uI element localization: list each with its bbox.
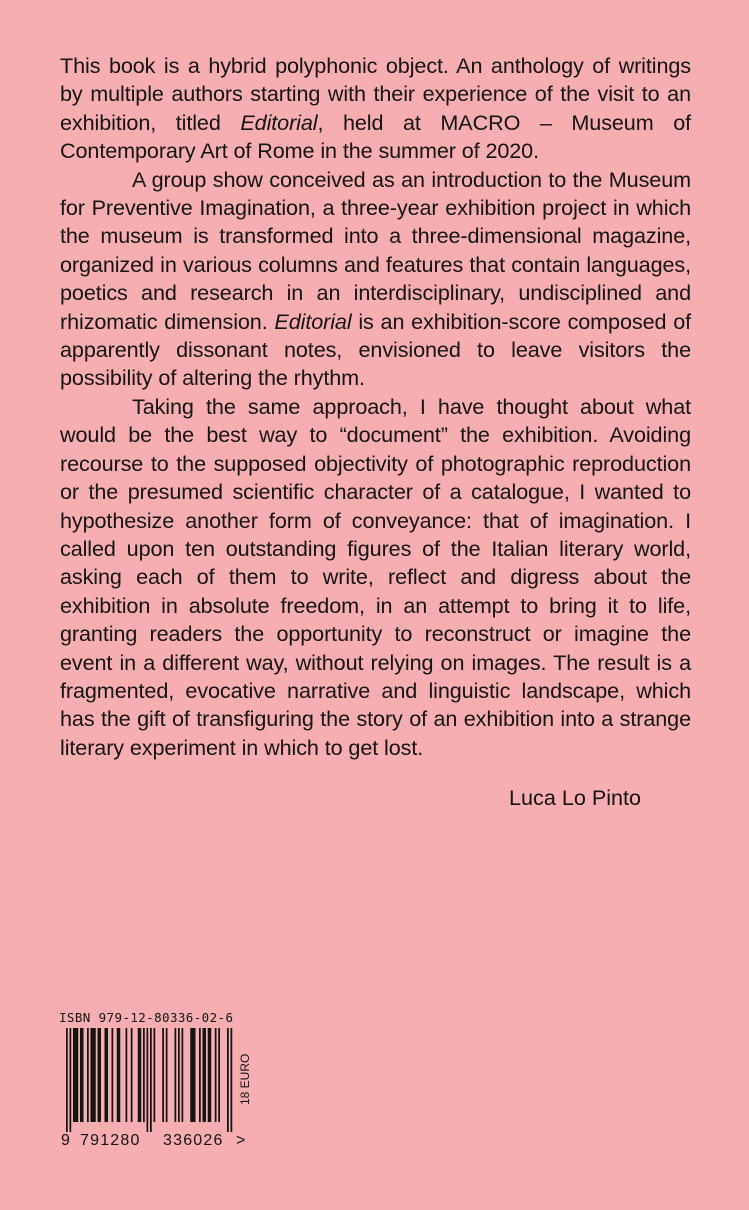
barcode-bar xyxy=(66,1028,68,1132)
exhibition-title: Editorial xyxy=(274,308,352,334)
barcode-bar xyxy=(87,1028,89,1122)
barcode-bar xyxy=(98,1028,102,1122)
barcode-bar xyxy=(131,1028,133,1122)
barcode-bar xyxy=(182,1028,184,1122)
barcode xyxy=(56,1028,234,1132)
paragraph-1 xyxy=(60,52,691,166)
barcode-bar xyxy=(203,1028,207,1122)
paragraph-2 xyxy=(60,166,691,393)
barcode-bar xyxy=(143,1028,145,1122)
barcode-bar xyxy=(73,1028,78,1122)
barcode-bar xyxy=(208,1028,212,1122)
barcode-bar xyxy=(166,1028,168,1122)
barcode-bar xyxy=(70,1028,72,1132)
author-signature: Luca Lo Pinto xyxy=(509,785,642,810)
price-label: 18 EURO xyxy=(238,1053,252,1105)
barcode-arrow: > xyxy=(236,1132,246,1149)
barcode-bar xyxy=(190,1028,195,1122)
barcode-bar xyxy=(178,1028,180,1122)
barcode-bar xyxy=(218,1028,220,1122)
barcode-bar xyxy=(138,1028,142,1122)
paragraph-1-part-1: This book is a hybrid polyphonic object. An anthology of writings by multiple authors starting with their experience of the visit to an exhibition, titled xyxy=(60,53,691,135)
barcode-bar xyxy=(227,1028,229,1132)
barcode-digit-first: 9 xyxy=(61,1132,70,1149)
barcode-bar xyxy=(162,1028,164,1122)
body-text xyxy=(60,52,691,762)
barcode-bar xyxy=(175,1028,177,1122)
barcode-bar xyxy=(231,1028,233,1132)
barcode-bar xyxy=(150,1028,152,1132)
barcode-bar xyxy=(126,1028,128,1122)
exhibition-title: Editorial xyxy=(240,109,318,135)
paragraph-1-part-2: , held at MACRO – Museum of Contemporary Art of Rome in the summer of 2020. xyxy=(60,109,692,164)
barcode-bar xyxy=(112,1028,114,1122)
paragraph-3: Taking the same approach, I have thought about what would be the best way to “document” the exhibition. Avoiding recourse to the supposed objectivity of photographic reproduction or the presumed scientific character of a catalogue, I wanted to hypothesize another form of conveyance: that of imagination. I called upon ten outstanding figures of the Italian literary world, asking each of them to write, reflect and digress about the exhibition in absolute freedom, in an attempt to bring it to life, granting readers the opportunity to reconstruct or imagine the event in a different way, without relying on images. The result is a fragmented, evocative narrative and linguistic landscape, which has the gift of transfiguring the story of an exhibition into a strange literary experiment in which to get lost. xyxy=(60,393,691,760)
barcode-bar xyxy=(199,1028,201,1122)
barcode-bar xyxy=(147,1028,149,1132)
barcode-digits-right: 336026 xyxy=(163,1132,224,1149)
barcode-bar xyxy=(105,1028,109,1122)
barcode-bar xyxy=(215,1028,217,1122)
paragraph-2-part-2: is an exhibition-score composed of apparently dissonant notes, envisioned to leave visitors the possibility of altering the rhythm. xyxy=(60,308,692,391)
barcode-bar xyxy=(154,1028,156,1122)
paragraph-2-part-1: A group show conceived as an introduction to the Museum for Preventive Imagination, a three-year exhibition project in which the museum is transformed into a three-dimensional magazine, organized in various columns and features that contain languages, poetics and research in an interdisciplinary, undisciplined and rhizomatic dimension. xyxy=(60,166,691,334)
isbn-number: ISBN 979-12-80336-02-6 xyxy=(59,1010,234,1025)
barcode-bar xyxy=(80,1028,84,1122)
barcode-digits-left: 791280 xyxy=(80,1132,141,1149)
barcode-bar xyxy=(117,1028,121,1122)
barcode-bar xyxy=(91,1028,96,1122)
